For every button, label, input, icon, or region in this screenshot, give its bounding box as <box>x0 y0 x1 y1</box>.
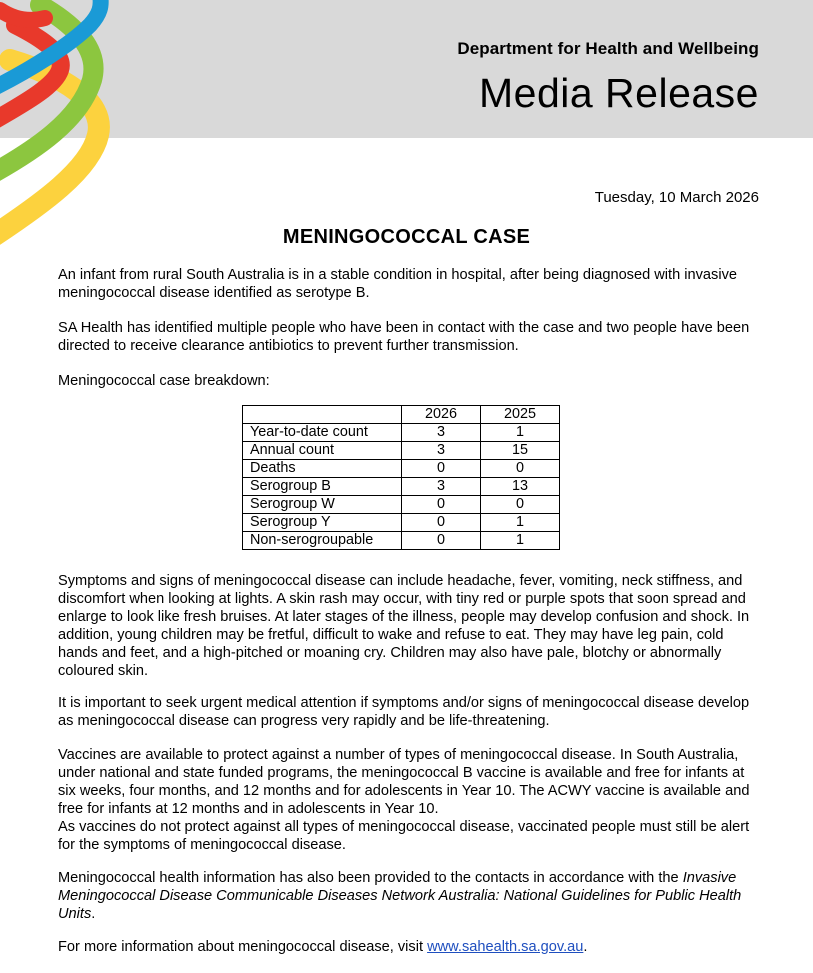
row-value-2025: 1 <box>481 532 560 550</box>
header-banner <box>0 0 813 138</box>
table-header-blank <box>243 406 402 424</box>
row-label: Deaths <box>243 460 402 478</box>
guidelines-suffix: . <box>91 906 96 922</box>
row-value-2025: 1 <box>481 424 560 442</box>
row-label: Non-serogroupable <box>243 532 402 550</box>
media-release-title: Media Release <box>479 70 759 116</box>
sa-health-swirl-logo <box>0 0 110 260</box>
contacts-paragraph: SA Health has identified multiple people who have been in contact with the case and two people have been directed to receive clearance antibiotics to prevent further transmission. <box>58 320 750 354</box>
vaccines-paragraph: Vaccines are available to protect against a number of types of meningococcal disease. In South Australia, under national and state funded programs, the meningococcal B vaccine is available and free for infants at six weeks, four months, and 12 months and for adolescents in Year 10. The ACWY vaccine is available and free for infants at 12 months and in adolescents in Year 10. <box>58 747 750 817</box>
breakdown-label: Meningococcal case breakdown: <box>58 373 270 389</box>
row-value-2026: 3 <box>402 424 481 442</box>
row-value-2026: 0 <box>402 532 481 550</box>
row-value-2026: 3 <box>402 442 481 460</box>
row-label: Serogroup W <box>243 496 402 514</box>
table-row <box>243 496 560 514</box>
release-date: Tuesday, 10 March 2026 <box>594 189 759 206</box>
row-value-2025: 0 <box>481 496 560 514</box>
table-row <box>243 442 560 460</box>
table-header-row <box>243 406 560 424</box>
more-info-suffix: . <box>583 939 588 955</box>
row-value-2025: 13 <box>481 478 560 496</box>
row-value-2025: 15 <box>481 442 560 460</box>
row-label: Serogroup B <box>243 478 402 496</box>
table-row <box>243 424 560 442</box>
row-value-2025: 1 <box>481 514 560 532</box>
table-header-2025: 2025 <box>481 406 560 424</box>
table-header-2026: 2026 <box>402 406 481 424</box>
table-row <box>243 478 560 496</box>
more-info-paragraph <box>58 938 763 956</box>
row-label: Year-to-date count <box>243 424 402 442</box>
case-breakdown-table <box>242 405 560 550</box>
intro-paragraph: An infant from rural South Australia is in a stable condition in hospital, after being diagnosed with invasive meningococcal disease identified as serotype B. <box>58 267 738 301</box>
row-value-2026: 3 <box>402 478 481 496</box>
guidelines-prefix: Meningococcal health information has also been provided to the contacts in accordance with the <box>58 870 679 886</box>
row-label: Annual count <box>243 442 402 460</box>
department-name: Department for Health and Wellbeing <box>457 39 759 58</box>
table-row <box>243 532 560 550</box>
row-label: Serogroup Y <box>243 514 402 532</box>
symptoms-paragraph: Symptoms and signs of meningococcal disease can include headache, fever, vomiting, neck stiffness, and discomfort when looking at lights. A skin rash may occur, with tiny red or purple spots that soon spread and enlarge to look like fresh bruises. At later stages of the illness, people may develop confusion and shock. In addition, young children may be fretful, difficult to wake and refuse to eat. They may have leg pain, cold hands and feet, and a high-pitched or moaning cry. Children may also have pale, blotchy or abnormally coloured skin. <box>58 573 750 679</box>
vaccines-note-paragraph: As vaccines do not protect against all types of meningococcal disease, vaccinated people must still be alert for the symptoms of meningococcal disease. <box>58 819 750 853</box>
urgent-attention-paragraph: It is important to seek urgent medical attention if symptoms and/or signs of meningococcal disease develop as meningococcal disease can progress very rapidly and be life-threatening. <box>58 695 750 729</box>
more-info-prefix: For more information about meningococcal disease, visit <box>58 939 428 955</box>
sahealth-link[interactable]: www.sahealth.sa.gov.au <box>427 939 584 955</box>
guidelines-paragraph <box>58 869 763 923</box>
release-heading: MENINGOCOCCAL CASE <box>282 226 531 248</box>
table-row <box>243 514 560 532</box>
row-value-2026: 0 <box>402 496 481 514</box>
row-value-2026: 0 <box>402 514 481 532</box>
table-row <box>243 460 560 478</box>
row-value-2025: 0 <box>481 460 560 478</box>
row-value-2026: 0 <box>402 460 481 478</box>
guidelines-title: Invasive Meningococcal Disease Communicable Diseases Network Australia: National Guidelines for Public Health Units <box>58 870 742 922</box>
